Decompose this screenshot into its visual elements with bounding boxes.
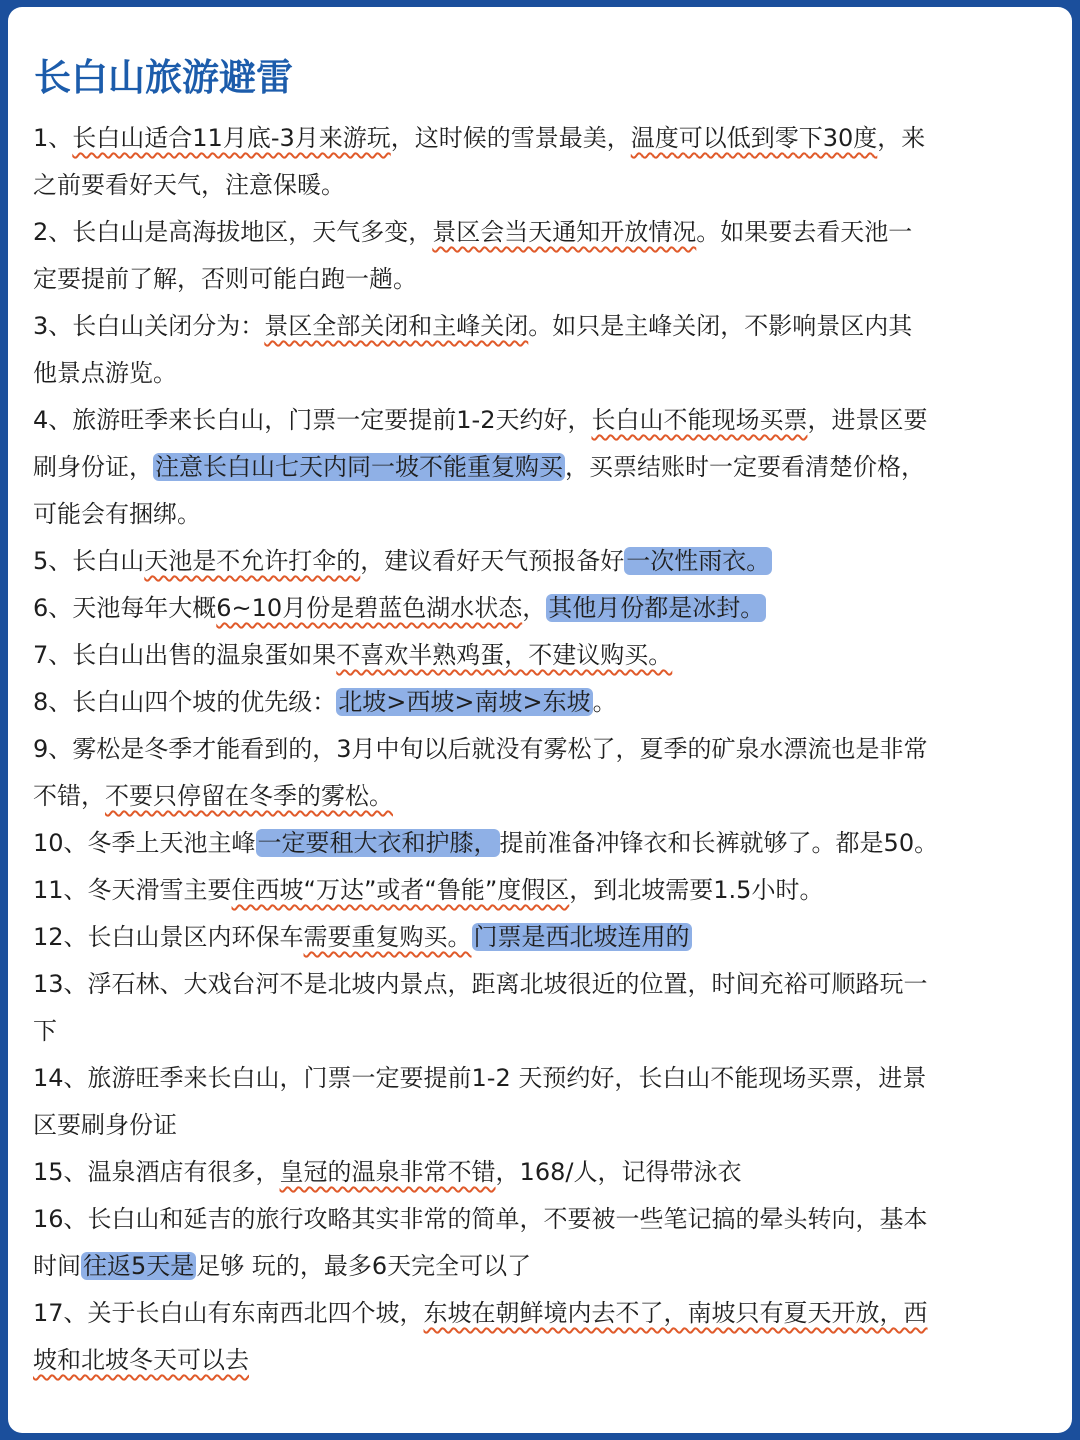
tip-item <box>33 1290 1063 1384</box>
tip-item <box>33 397 1063 538</box>
underlined-text: 景区会当天通知开放情况 <box>432 218 697 246</box>
tip-text: ，建议看好天气预报备好 <box>360 547 625 575</box>
underlined-text: 温度可以低到零下30度 <box>630 124 878 152</box>
tip-text: 2、长白山是高海拔地区，天气多变， <box>33 218 433 246</box>
underlined-text: 皇冠的温泉非常不错 <box>279 1158 496 1186</box>
tip-item <box>33 538 1063 585</box>
tip-text: 。如果要去看天池一 定要提前了解，否则可能白跑一趟。 <box>33 218 913 293</box>
tip-item <box>33 867 1063 914</box>
tip-item <box>33 115 1063 209</box>
page-title: 长白山旅游避雷 <box>34 56 293 99</box>
tip-text: 7、长白山出售的温泉蛋如果 <box>33 641 337 669</box>
tip-item <box>33 679 1063 726</box>
underlined-text: 不喜欢半熟鸡蛋，不建议购买。 <box>336 641 673 669</box>
tip-text: ，买票结账时一定要看清楚价格， 可能会有捆绑。 <box>33 453 925 528</box>
underlined-text: 住西坡“万达”或者“鲁能”度假区 <box>231 876 570 904</box>
tip-text: 4、旅游旺季来长白山，门票一定要提前1-2天约好， <box>33 406 592 434</box>
tip-text: 。如只是主峰关闭，不影响景区内其 他景点游览。 <box>33 312 913 387</box>
tip-text: 。 <box>592 688 617 716</box>
tip-item <box>33 632 1063 679</box>
tip-text: ，进景区要 刷身份证， <box>33 406 928 481</box>
tip-text: 1、 <box>33 124 73 152</box>
highlighted-text: 其他月份都是冰封。 <box>548 594 765 622</box>
highlighted-text: 往返5天是 <box>83 1252 195 1280</box>
tip-text: 17、关于长白山有东南西北四个坡， <box>33 1299 424 1327</box>
underlined-text: 6~10月份是碧蓝色湖水状态 <box>216 594 523 622</box>
tip-text: 3、长白山关闭分为： <box>33 312 265 340</box>
tip-item <box>33 726 1063 820</box>
tip-text: 13、浮石林、大戏台河不是北坡内景点，距离北坡很近的位置，时间充裕可顺路玩一 下 <box>33 970 928 1045</box>
underlined-text: 不要只停留在冬季的雾松。 <box>105 782 393 810</box>
underlined-text: 景区全部关闭和主峰关闭 <box>264 312 529 340</box>
tip-text: 16、长白山和延吉的旅行攻略其实非常的简单，不要被一些笔记搞的晕头转向，基本 时间 <box>33 1205 928 1280</box>
tip-item <box>33 1055 1063 1149</box>
underlined-text: 天池是不允许打伞的 <box>144 547 361 575</box>
tip-item <box>33 303 1063 397</box>
highlighted-text: 注意长白山七天内同一坡不能重复购买 <box>155 453 563 481</box>
tip-text: ，到北坡需要1.5小时。 <box>569 876 824 904</box>
tips-list <box>33 115 1063 1384</box>
content-card <box>8 7 1072 1433</box>
tip-item <box>33 209 1063 303</box>
underlined-text: 长白山适合11月底-3月来游玩 <box>72 124 391 152</box>
highlighted-text: 门票是西北坡连用的 <box>473 923 690 951</box>
tip-item <box>33 1149 1063 1196</box>
tip-text: 9、雾松是冬季才能看到的，3月中旬以后就没有雾松了，夏季的矿泉水漂流也是非常 不错， <box>33 735 928 810</box>
tip-text: 12、长白山景区内环保车 <box>33 923 304 951</box>
underlined-text: 需要重复购买。 <box>303 923 472 951</box>
tip-text: 提前准备冲锋衣和长裤就够了。都是50。 <box>499 829 939 857</box>
tip-text: 10、冬季上天池主峰 <box>33 829 256 857</box>
tip-text: 8、长白山四个坡的优先级： <box>33 688 337 716</box>
tip-item <box>33 961 1063 1055</box>
tip-item <box>33 1196 1063 1290</box>
tip-item <box>33 820 1063 867</box>
tip-text: ， <box>522 594 547 622</box>
underlined-text: 长白山不能现场买票 <box>591 406 808 434</box>
tip-text: 5、长白山 <box>33 547 145 575</box>
tip-text: 11、冬天滑雪主要 <box>33 876 232 904</box>
tip-item <box>33 914 1063 961</box>
highlighted-text: 一定要租大衣和护膝， <box>257 829 498 857</box>
tip-text: 14、旅游旺季来长白山，门票一定要提前1-2 天预约好，长白山不能现场买票，进景 区要刷身份证 <box>33 1064 927 1139</box>
tip-text: 6、天池每年大概 <box>33 594 217 622</box>
tip-text: 15、温泉酒店有很多， <box>33 1158 280 1186</box>
highlighted-text: 一次性雨衣。 <box>626 547 771 575</box>
underlined-text: 东坡在朝鲜境内去不了，南坡只有夏天开放，西 坡和北坡冬天可以去 <box>33 1299 928 1374</box>
highlighted-text: 北坡>西坡>南坡>东坡 <box>338 688 591 716</box>
tip-text: ，来 之前要看好天气，注意保暖。 <box>33 124 926 199</box>
tip-text: 足够 玩的，最多6天完全可以了 <box>196 1252 532 1280</box>
tip-item <box>33 585 1063 632</box>
tip-text: ，168/人，记得带泳衣 <box>495 1158 742 1186</box>
tip-text: ，这时候的雪景最美， <box>390 124 631 152</box>
